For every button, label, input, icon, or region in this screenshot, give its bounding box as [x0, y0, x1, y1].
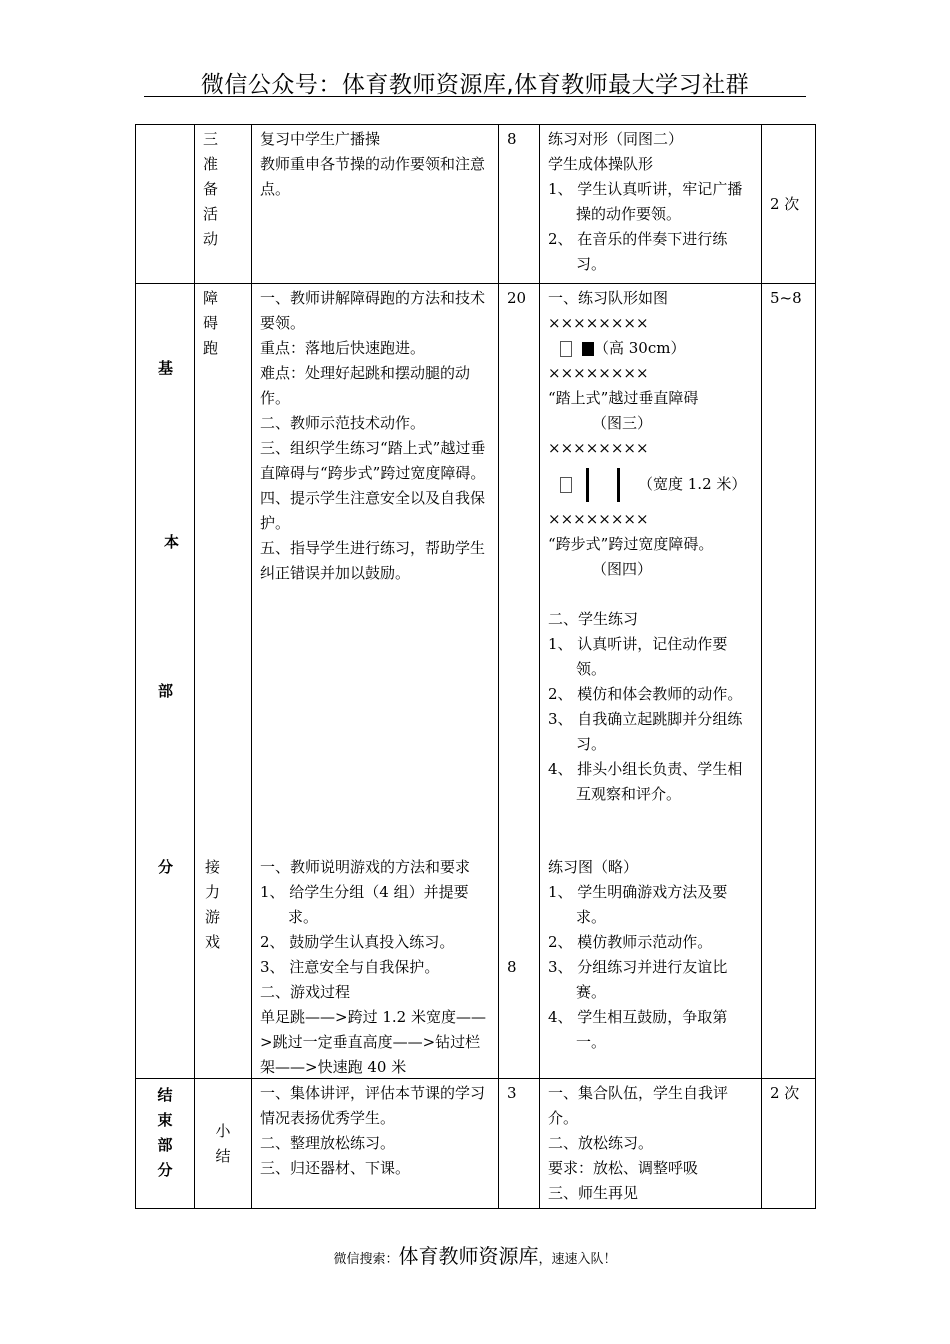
org-line: 二、放松练习。	[548, 1134, 654, 1152]
vertical-obstacle-icon	[582, 342, 594, 356]
content-line: 二、游戏过程	[260, 983, 351, 1001]
footer-prefix: 微信搜索：	[333, 1252, 399, 1267]
time-main	[499, 284, 540, 1079]
org-item: 4、 排头小组长负责、学生相互观察和评介。	[548, 760, 743, 803]
activity-char: 游	[205, 908, 221, 926]
section-char: 结	[157, 1086, 173, 1104]
figure-caption: “踏上式”越过垂直障碍	[548, 389, 699, 407]
start-marker-icon	[560, 341, 572, 357]
table-row-end	[136, 1079, 816, 1209]
org-item: 2、 模仿教师示范动作。	[548, 933, 713, 951]
activity-char: 跑	[203, 339, 219, 357]
activity-char: 小	[215, 1121, 231, 1140]
content-line: 重点：落地后快速跑进。	[260, 339, 426, 357]
activity-prep	[195, 125, 252, 284]
section-char: 束	[157, 1111, 173, 1129]
content-end	[252, 1079, 499, 1209]
section-char: 分	[158, 858, 174, 876]
time-prep: 8	[499, 125, 540, 284]
formation-row: ××××××××	[548, 439, 649, 457]
width-label: （宽度 1.2 米）	[638, 475, 747, 493]
count-prep	[762, 125, 816, 284]
time-text: 20	[507, 289, 527, 307]
table-row-main	[136, 284, 816, 1079]
table-row-prep	[136, 125, 816, 284]
start-marker-icon	[560, 477, 572, 493]
formation-row: ××××××××	[548, 364, 649, 382]
content-item: 2、 鼓励学生认真投入练习。	[260, 933, 455, 951]
org-line: 二、学生练习	[548, 610, 639, 628]
org-line: 练习对形（同图二）	[548, 130, 684, 148]
org-item: 3、 自我确立起跳脚并分组练习。	[548, 710, 743, 753]
content-line: 二、整理放松练习。	[260, 1134, 396, 1152]
header-rule	[144, 96, 806, 97]
count-text: 5~8	[770, 289, 802, 307]
org-item: 1、 学生明确游戏方法及要求。	[548, 883, 728, 926]
content-line: 二、教师示范技术动作。	[260, 414, 426, 432]
activity-char: 接	[205, 858, 221, 876]
org-item: 1、 学生认真听讲，牢记广播操的动作要领。	[548, 180, 743, 223]
content-line: 单足跳——>跨过 1.2 米宽度——>跳过一定垂直高度——>钻过栏架——>快速跑 40 米	[260, 1008, 486, 1076]
content-line: 一、教师说明游戏的方法和要求	[260, 858, 471, 876]
content-line: 教师重申各节操的动作要领和注意点。	[260, 155, 486, 198]
content-line: 难点：处理好起跳和摆动腿的动作。	[260, 364, 471, 407]
activity-char: 结	[215, 1146, 231, 1165]
obstacle-line-icon	[586, 468, 589, 502]
org-item: 2、 在音乐的伴奏下进行练习。	[548, 230, 728, 273]
content-line: 五、指导学生进行练习，帮助学生纠正错误并加以鼓励。	[260, 539, 486, 582]
spacer	[548, 582, 753, 607]
content-line: 三、组织学生练习“踏上式”越过垂直障碍与“跨步式”跨过宽度障碍。	[260, 439, 486, 482]
formation-row: ××××××××	[548, 314, 649, 332]
org-relay	[548, 855, 753, 1055]
activity-char: 碍	[203, 314, 219, 332]
activity-char: 备	[203, 180, 219, 198]
content-main	[252, 284, 499, 1079]
org-line: 学生成体操队形	[548, 155, 654, 173]
section-char: 部	[157, 1136, 173, 1154]
count-main	[762, 284, 816, 1079]
section-main	[136, 284, 195, 1079]
width-obstacle-diagram	[548, 461, 753, 507]
formation-row: ××××××××	[548, 510, 649, 528]
org-line: 要求：放松、调整呼吸	[548, 1159, 699, 1177]
org-item: 4、 学生相互鼓励，争取第一。	[548, 1008, 728, 1051]
org-prep	[540, 125, 762, 284]
footer-suffix: ，速速入队！	[538, 1252, 617, 1267]
section-end	[136, 1079, 195, 1209]
activity-char: 力	[205, 883, 221, 901]
org-main	[540, 284, 762, 1079]
obstacle-line-icon	[617, 468, 620, 502]
org-line: 一、集合队伍，学生自我评介。	[548, 1084, 729, 1127]
content-relay	[260, 855, 490, 1080]
org-item: 1、 认真听讲，记住动作要领。	[548, 635, 728, 678]
section-char: 部	[158, 682, 174, 700]
activity-char: 准	[203, 155, 219, 173]
section-char: 基	[158, 359, 174, 377]
org-item: 2、 模仿和体会教师的动作。	[548, 685, 743, 703]
figure-caption: “跨步式”跨过宽度障碍。	[548, 535, 714, 553]
org-item: 3、 分组练习并进行友谊比赛。	[548, 958, 728, 1001]
activity-char: 障	[203, 289, 219, 307]
content-line: 复习中学生广播操	[260, 130, 381, 148]
content-item: 3、 注意安全与自我保护。	[260, 958, 440, 976]
figure-label: （图三）	[592, 414, 653, 432]
content-line: 一、集体讲评，评估本节课的学习情况表扬优秀学生。	[260, 1084, 486, 1127]
org-line: 一、练习队形如图	[548, 289, 669, 307]
content-line: 四、提示学生注意安全以及自我保护。	[260, 489, 486, 532]
activity-main	[195, 284, 252, 1079]
activity-char: 三	[203, 130, 219, 148]
count-end: 2 次	[762, 1079, 816, 1209]
org-end	[540, 1079, 762, 1209]
activity-end	[195, 1079, 252, 1209]
vertical-obstacle-diagram	[548, 336, 753, 361]
time-end: 3	[499, 1079, 540, 1209]
org-line: 练习图（略）	[548, 858, 639, 876]
lesson-plan-table	[135, 124, 816, 1209]
section-char: 本	[164, 533, 180, 551]
content-line: 一、教师讲解障碍跑的方法和技术要领。	[260, 289, 486, 332]
footer-name: 体育教师资源库	[398, 1244, 539, 1268]
content-item: 1、 给学生分组（4 组）并提要求。	[260, 883, 469, 926]
activity-char: 活	[203, 205, 219, 223]
height-label: （高 30cm）	[594, 339, 686, 357]
activity-relay	[205, 855, 220, 955]
content-obstacle	[260, 286, 490, 586]
section-char: 分	[157, 1161, 173, 1179]
page-footer	[0, 1240, 950, 1269]
count-text: 2 次	[770, 194, 800, 213]
content-prep	[252, 125, 499, 284]
activity-char: 戏	[205, 933, 221, 951]
figure-label: （图四）	[592, 560, 653, 578]
section-prep	[136, 125, 195, 284]
org-line: 三、师生再见	[548, 1184, 639, 1202]
page-header: 微信公众号：体育教师资源库,体育教师最大学习社群	[200, 72, 750, 98]
time-text: 8	[507, 958, 517, 976]
content-line: 三、归还器材、下课。	[260, 1159, 411, 1177]
activity-char: 动	[203, 230, 219, 248]
activity-obstacle	[203, 286, 243, 361]
